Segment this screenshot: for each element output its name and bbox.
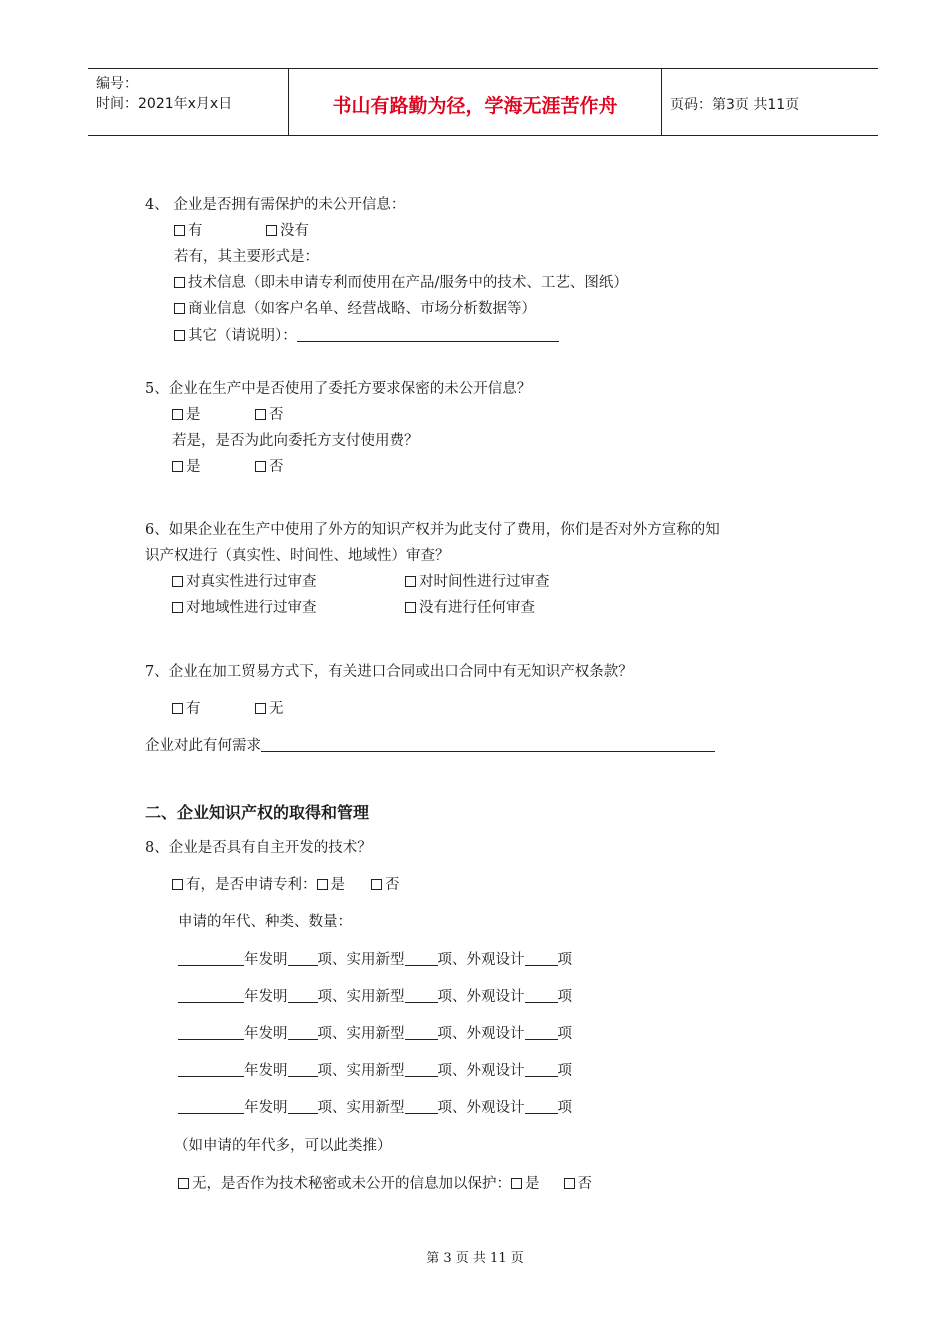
option-label: 有: [186, 701, 201, 717]
row-label: 项、实用新型: [317, 1100, 405, 1116]
checkbox[interactable]: [266, 225, 277, 236]
option-label: 商业信息（如客户名单、经营战略、市场分析数据等）: [188, 301, 536, 317]
q8-none-label: 无，是否作为技术秘密或未公开的信息加以保护：: [192, 1176, 511, 1192]
row-label: 项、实用新型: [317, 1026, 405, 1042]
row-label: 项: [557, 1063, 572, 1079]
q4-form-other[interactable]: [174, 327, 559, 345]
patent-row: [178, 1062, 572, 1080]
checkbox[interactable]: [172, 461, 183, 472]
year-blank[interactable]: [178, 989, 244, 1003]
q6-option-timeliness[interactable]: [405, 573, 550, 591]
row-label: 项、外观设计: [437, 1063, 525, 1079]
option-label: 否: [269, 407, 284, 423]
header-meta-cell: [88, 69, 288, 135]
row-label: 项、外观设计: [437, 1100, 525, 1116]
patent-row: [178, 1025, 572, 1043]
q4-question: 4、 企业是否拥有需保护的未公开信息：: [145, 197, 406, 213]
design-count-blank[interactable]: [525, 1100, 558, 1114]
header-page-number: 页码：第3页 共11页: [670, 97, 800, 113]
year-blank[interactable]: [178, 1100, 244, 1114]
q8-question: 8、企业是否具有自主开发的技术？: [145, 840, 372, 856]
q8-apply-title: 申请的年代、种类、数量：: [178, 914, 352, 930]
page-footer: 第 3 页 共 11 页: [426, 1251, 524, 1266]
patent-row: [178, 1099, 572, 1117]
invention-count-blank[interactable]: [288, 1026, 318, 1040]
utility-count-blank[interactable]: [405, 1026, 438, 1040]
page-header: [88, 68, 878, 136]
row-label: 项: [557, 952, 572, 968]
q4-option-no[interactable]: [266, 222, 309, 240]
row-label: 年发明: [244, 1026, 288, 1042]
option-label: 对时间性进行过审查: [419, 574, 550, 590]
row-label: 项、外观设计: [437, 1026, 525, 1042]
row-label: 项、外观设计: [437, 989, 525, 1005]
invention-count-blank[interactable]: [288, 1100, 318, 1114]
checkbox[interactable]: [178, 1178, 189, 1189]
checkbox[interactable]: [255, 703, 266, 714]
checkbox[interactable]: [255, 461, 266, 472]
section-heading: 二、企业知识产权的取得和管理: [145, 803, 370, 822]
q6-question-line1: 6、如果企业在生产中使用了外方的知识产权并为此支付了费用，你们是否对外方宣称的知: [145, 522, 720, 538]
row-label: 项、实用新型: [317, 1063, 405, 1079]
q8-note: （如申请的年代多，可以此类推）: [174, 1138, 392, 1154]
checkbox[interactable]: [174, 277, 185, 288]
utility-count-blank[interactable]: [405, 1100, 438, 1114]
option-label: 对地域性进行过审查: [186, 600, 317, 616]
option-label: 否: [385, 877, 400, 893]
row-label: 年发明: [244, 989, 288, 1005]
option-label: 无: [269, 701, 284, 717]
header-motto: 书山有路勤为径，学海无涯苦作舟: [332, 95, 618, 117]
utility-count-blank[interactable]: [405, 952, 438, 966]
header-code: 编号：: [96, 76, 138, 92]
header-page-cell: [662, 69, 878, 135]
checkbox[interactable]: [255, 409, 266, 420]
utility-count-blank[interactable]: [405, 1063, 438, 1077]
q7-need-blank[interactable]: [261, 738, 715, 752]
q6-option-territory[interactable]: [172, 599, 317, 617]
year-blank[interactable]: [178, 952, 244, 966]
row-label: 项: [557, 1026, 572, 1042]
checkbox[interactable]: [172, 879, 183, 890]
q4-other-blank[interactable]: [297, 328, 559, 342]
q5-option-no[interactable]: [255, 406, 284, 424]
option-label: 有: [188, 223, 203, 239]
q6-question-line2: 识产权进行（真实性、时间性、地域性）审查？: [145, 548, 450, 564]
q8-has-label: 有，是否申请专利：: [186, 877, 317, 893]
design-count-blank[interactable]: [525, 1026, 558, 1040]
q6-option-authenticity[interactable]: [172, 573, 317, 591]
option-label: 是: [186, 459, 201, 475]
q4-option-yes[interactable]: [174, 222, 203, 240]
option-label: 否: [577, 1176, 592, 1192]
checkbox[interactable]: [371, 879, 382, 890]
row-label: 项、实用新型: [317, 952, 405, 968]
design-count-blank[interactable]: [525, 1063, 558, 1077]
q4-form-tech[interactable]: [174, 274, 628, 292]
q5-question: 5、企业在生产中是否使用了委托方要求保密的未公开信息？: [145, 381, 532, 397]
checkbox[interactable]: [172, 576, 183, 587]
invention-count-blank[interactable]: [288, 1063, 318, 1077]
header-motto-cell: [288, 69, 662, 135]
row-label: 项、实用新型: [317, 989, 405, 1005]
row-label: 年发明: [244, 952, 288, 968]
q6-option-none[interactable]: [405, 599, 535, 617]
utility-count-blank[interactable]: [405, 989, 438, 1003]
checkbox[interactable]: [172, 703, 183, 714]
q8-has-line: [172, 876, 400, 894]
header-time: 时间：2021年x月x日: [96, 96, 233, 112]
design-count-blank[interactable]: [525, 989, 558, 1003]
q4-subquestion: 若有，其主要形式是：: [174, 249, 319, 265]
checkbox[interactable]: [511, 1178, 522, 1189]
q8-none-line: [178, 1175, 592, 1193]
checkbox[interactable]: [405, 602, 416, 613]
q5-subquestion: 若是，是否为此向委托方支付使用费？: [172, 433, 419, 449]
checkbox[interactable]: [317, 879, 328, 890]
q7-option-no[interactable]: [255, 700, 284, 718]
q5-sub-option-no[interactable]: [255, 458, 284, 476]
checkbox[interactable]: [172, 602, 183, 613]
checkbox[interactable]: [174, 303, 185, 314]
invention-count-blank[interactable]: [288, 989, 318, 1003]
checkbox[interactable]: [564, 1178, 575, 1189]
q5-sub-option-yes[interactable]: [172, 458, 201, 476]
design-count-blank[interactable]: [525, 952, 558, 966]
option-label: 否: [269, 459, 284, 475]
q4-form-business[interactable]: [174, 300, 536, 318]
row-label: 项: [557, 1100, 572, 1116]
row-label: 年发明: [244, 1063, 288, 1079]
q5-option-yes[interactable]: [172, 406, 201, 424]
checkbox[interactable]: [172, 409, 183, 420]
row-label: 项、外观设计: [437, 952, 525, 968]
year-blank[interactable]: [178, 1063, 244, 1077]
option-label: 没有进行任何审查: [419, 600, 535, 616]
q7-need-line: [145, 737, 715, 755]
q7-option-yes[interactable]: [172, 700, 201, 718]
invention-count-blank[interactable]: [288, 952, 318, 966]
option-label: 技术信息（即未申请专利而使用在产品/服务中的技术、工艺、图纸）: [188, 275, 628, 291]
year-blank[interactable]: [178, 1026, 244, 1040]
checkbox[interactable]: [405, 576, 416, 587]
row-label: 年发明: [244, 1100, 288, 1116]
option-label: 其它（请说明）：: [188, 328, 297, 344]
row-label: 项: [557, 989, 572, 1005]
checkbox[interactable]: [174, 225, 185, 236]
patent-row: [178, 951, 572, 969]
checkbox[interactable]: [174, 330, 185, 341]
q7-question: 7、企业在加工贸易方式下，有关进口合同或出口合同中有无知识产权条款？: [145, 664, 633, 680]
option-label: 是: [330, 877, 345, 893]
q7-need-label: 企业对此有何需求: [145, 738, 261, 754]
patent-row: [178, 988, 572, 1006]
option-label: 是: [525, 1176, 540, 1192]
option-label: 没有: [280, 223, 309, 239]
option-label: 是: [186, 407, 201, 423]
option-label: 对真实性进行过审查: [186, 574, 317, 590]
